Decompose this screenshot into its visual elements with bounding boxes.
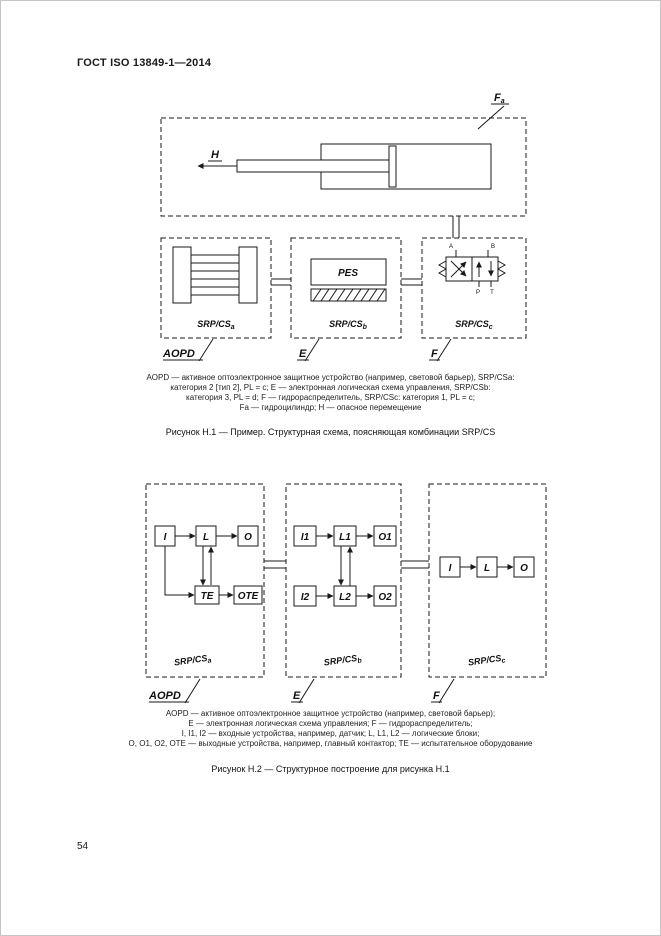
block-o2: O2	[378, 592, 392, 603]
f-label: F	[431, 348, 438, 360]
block-i: I	[163, 532, 167, 543]
pes-symbol	[311, 259, 386, 301]
caption-line: категория 3, PL = d; F — гидрораспределитель, SRP/CSc: категория 1, PL = c;	[186, 393, 475, 402]
valve-port-a: A	[448, 244, 454, 250]
light-barrier-symbol	[173, 247, 257, 303]
block-l: L	[483, 563, 491, 574]
connector-e-f	[401, 561, 429, 568]
aopd-structure	[155, 526, 262, 670]
h-label: H	[211, 149, 219, 161]
aopd-callout	[148, 679, 200, 703]
hydraulic-cylinder	[198, 144, 491, 189]
connector-b-c	[401, 279, 422, 285]
caption-line: E — электронная логическая схема управления; F — гидрораспределитель;	[188, 719, 473, 728]
aopd-callout	[162, 339, 213, 361]
valve-port-p: P	[475, 290, 481, 296]
f-structure	[440, 557, 534, 670]
figure-h2-title: Рисунок Н.2 — Структурное построение для рисунка Н.1	[211, 764, 450, 774]
block-te: TE	[200, 591, 214, 602]
e-callout	[297, 339, 319, 361]
figure-h2-diagram	[1, 479, 661, 711]
e-callout	[291, 679, 314, 703]
caption-line: категория 2 [тип 2], PL = c; E — электронная логическая схема управления, SRP/CSb:	[170, 383, 491, 392]
aopd-label: AOPD	[163, 348, 195, 360]
figure-h1-diagram	[1, 89, 661, 371]
caption-line: O, O1, O2, OTE — выходные устройства, например, главный контактор; TE — испытательное оборудование	[128, 739, 533, 748]
valve-port-b: B	[490, 244, 496, 250]
valve-spring-left	[439, 261, 446, 277]
f-structure-box	[429, 484, 546, 677]
caption-line: AOPD — активное оптоэлектронное защитное устройство (например, световой барьер), SRP/CSa:	[146, 373, 515, 382]
srpcs-a-label: SRP/$CS_a$	[197, 319, 235, 331]
caption-line: AOPD — активное оптоэлектронное защитное устройство (например, световой барьер);	[165, 709, 496, 718]
f-label: F	[433, 690, 440, 702]
cylinder-rod	[237, 160, 389, 172]
srpcs-b-label: SRP/$CS_b$	[329, 319, 367, 331]
cylinder-piston	[389, 146, 396, 187]
figure-h1-caption	[1, 373, 660, 413]
block-i2: I2	[300, 592, 310, 603]
connector-cylinder-to-f	[453, 216, 459, 238]
block-l1: L1	[339, 532, 351, 543]
figure-h1-title: Рисунок Н.1 — Пример. Структурная схема, поясняющая комбинации SRP/CS	[165, 427, 496, 437]
srpcs-b-label: SRP/$CS_b$	[323, 653, 363, 668]
fa-label: Fa	[494, 92, 505, 105]
block-i: I	[448, 563, 452, 574]
i-to-te-line	[165, 546, 194, 595]
figure-h2-caption	[1, 709, 660, 749]
valve-port-t: T	[490, 290, 494, 296]
srpcs-a-label: SRP/$CS_a$	[173, 653, 213, 668]
block-l: L	[202, 532, 210, 543]
hydraulic-valve-symbol	[439, 244, 505, 296]
srpcs-c-label: SRP/$CS_c$	[455, 319, 493, 331]
e-label: E	[299, 348, 307, 360]
block-o: O	[520, 563, 528, 574]
f-callout	[431, 679, 454, 703]
connector-a-b	[271, 279, 291, 285]
block-i1: I1	[300, 532, 310, 543]
pes-label: PES	[337, 268, 359, 279]
page-number: 54	[77, 841, 89, 852]
e-label: E	[293, 690, 301, 702]
fa-cylinder-callout	[478, 92, 509, 129]
aopd-structure-box	[146, 484, 264, 677]
aopd-label: AOPD	[149, 690, 181, 702]
block-l2: L2	[339, 592, 351, 603]
srpcs-c-label: SRP/$CS_c$	[467, 653, 507, 668]
block-ote: OTE	[237, 591, 259, 602]
f-callout	[429, 339, 451, 361]
caption-line: Fa — гидроцилиндр; H — опасное перемещение	[239, 403, 422, 412]
e-structure-box	[286, 484, 401, 677]
caption-line: I, I1, I2 — входные устройства, например, датчик; L, L1, L2 — логические блоки;	[181, 729, 480, 738]
block-o: O	[244, 532, 252, 543]
valve-spring-right	[498, 261, 505, 277]
connector-aopd-e	[264, 561, 286, 568]
block-o1: O1	[378, 532, 392, 543]
e-structure	[294, 526, 396, 670]
document-header: ГОСТ ISO 13849-1—2014	[77, 57, 212, 69]
